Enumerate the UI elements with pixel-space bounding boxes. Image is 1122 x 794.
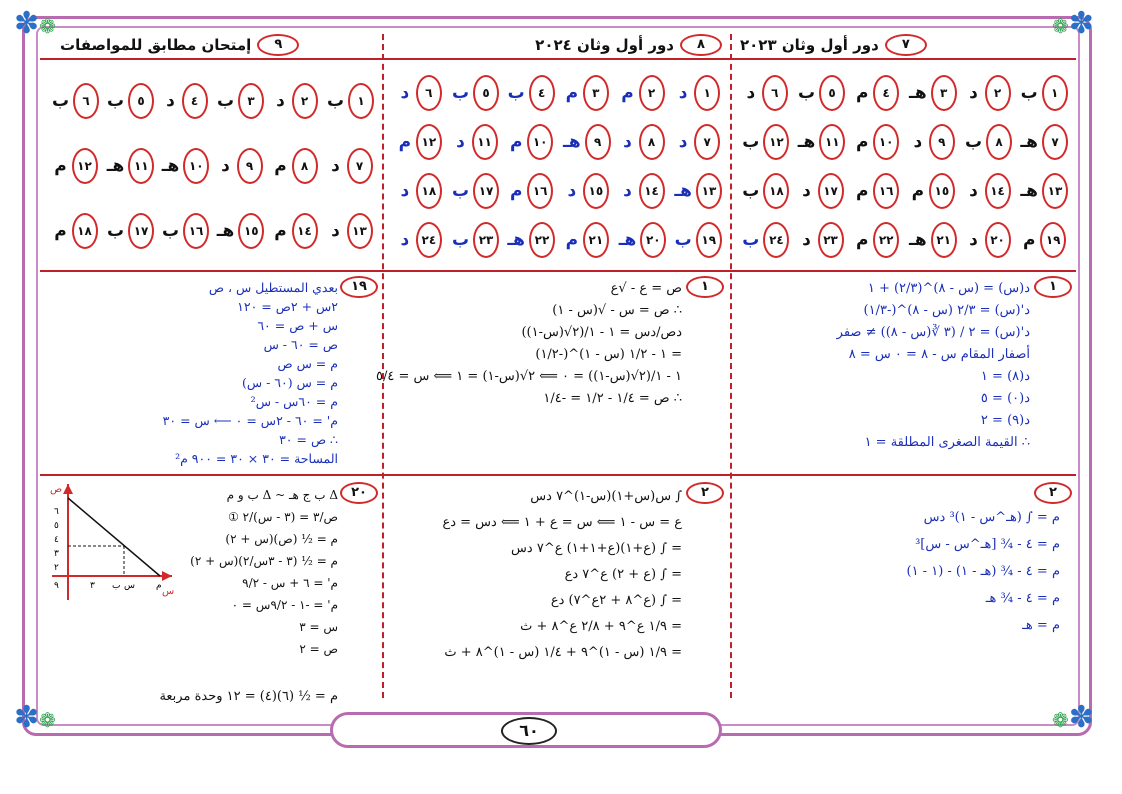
question-number: ١٦ <box>873 173 899 209</box>
answer-item <box>738 75 794 111</box>
solution-line: د'(س) = ٢/٣ (س - ٨)^(-١/٣) <box>863 303 1030 318</box>
answer-item <box>849 173 905 209</box>
answer-choice: د <box>331 155 340 176</box>
answer-grid-col2 <box>392 68 726 264</box>
corner-ornament-icon: ❁✽ <box>1052 700 1094 735</box>
answer-item <box>323 148 378 184</box>
header-title: دور أول وثان ٢٠٢٤ <box>535 36 674 54</box>
question-number: ٥ <box>128 83 154 119</box>
question-number: ٩ <box>237 148 263 184</box>
answer-choice: ب <box>964 131 983 152</box>
question-number: ١١ <box>819 124 845 160</box>
answer-choice: هـ <box>618 229 637 250</box>
solution-line: م = س (٦٠ - س) <box>241 375 338 390</box>
question-number: ١٠ <box>527 124 553 160</box>
answer-item <box>503 222 559 258</box>
answer-item <box>213 148 268 184</box>
answer-choice: د <box>746 82 756 103</box>
question-number: ٢٤ <box>416 222 442 258</box>
solution-line: د'(س) = ٢ / (٣ ∛(س - ٨)) ≠ صفر <box>836 325 1030 340</box>
answer-item <box>448 124 504 160</box>
question-number: ٣ <box>583 75 609 111</box>
question-number: ١٢ <box>416 124 442 160</box>
answer-choice: د <box>802 229 811 250</box>
tick-label: ٥ <box>54 521 59 531</box>
triangle-graph <box>46 478 176 608</box>
solution-line: م = ٦٠س - س² <box>250 394 338 409</box>
solution-line: م = ٤ - ¾ [هـ^س - س]³ <box>915 537 1060 552</box>
answer-item <box>1016 124 1072 160</box>
question-number: ١٥ <box>929 173 955 209</box>
answer-choice: د <box>456 131 465 152</box>
answer-choice: د <box>623 131 632 152</box>
question-number: ١٩ <box>340 276 378 298</box>
question-number: ١٩ <box>1040 222 1066 258</box>
answer-item <box>48 213 103 249</box>
header-divider <box>40 58 1076 60</box>
answer-item <box>961 124 1017 160</box>
answer-choice: م <box>274 155 287 176</box>
answer-choice: م <box>398 131 412 152</box>
answer-item <box>158 83 213 119</box>
corner-ornament-icon: ✽❁ <box>14 6 56 41</box>
tick-label: ٤ <box>54 535 59 545</box>
answer-item <box>794 173 850 209</box>
solution-line: م = س ص <box>277 356 338 371</box>
question-number: ١٧ <box>473 173 499 209</box>
answer-choice: ب <box>106 221 125 242</box>
solution-line: ∴ ص = ٣٠ <box>279 432 338 447</box>
answer-choice: هـ <box>1020 131 1038 152</box>
answer-item <box>448 222 504 258</box>
solution-line: ٢س + ٢ص = ١٢٠ <box>237 299 338 314</box>
answer-choice: د <box>678 131 688 152</box>
answer-item <box>615 124 671 160</box>
x-axis-arrow-icon <box>162 571 172 581</box>
answer-item <box>905 222 961 258</box>
solution-line: ∴ القيمة الصغرى المطلقة = ١ <box>864 435 1030 450</box>
y-axis-arrow-icon <box>63 484 73 494</box>
solution-line: س + ص = ٦٠ <box>257 318 338 333</box>
question-number: ٢١ <box>931 222 957 258</box>
answer-item <box>448 75 504 111</box>
answer-choice: ب <box>326 90 345 111</box>
solution-line: ص/٣ = (٣ - س)/٢ ① <box>228 510 338 524</box>
solution-line: بعدي المستطيل س ، ص <box>208 280 338 295</box>
solution-line: م = ∫ (هـ^س - ١)³ دس <box>923 510 1060 525</box>
tick-label: ب <box>112 581 121 591</box>
question-number: ٢ <box>639 75 665 111</box>
answer-choice: م <box>1022 229 1036 250</box>
answer-choice: ب <box>742 229 760 250</box>
question-number: ١١ <box>128 148 154 184</box>
answer-item <box>738 124 794 160</box>
answer-choice: ب <box>216 90 235 111</box>
question-number: ٢٢ <box>873 222 899 258</box>
question-number: ١ <box>1034 276 1072 298</box>
solution-line: = ∫ (ع+١)(ع+١+١) ع^٧ دس <box>511 541 682 556</box>
solution-line: م = هـ <box>1022 618 1060 633</box>
answer-item <box>213 83 268 119</box>
question-number: ١٨ <box>72 213 98 249</box>
answer-item <box>103 213 158 249</box>
answer-item <box>392 124 448 160</box>
tick-label: ٢ <box>54 563 59 573</box>
question-number: ١٩ <box>696 222 722 258</box>
solution-line: ∫ س(س+١)(س-١)^٧ دس <box>530 489 682 504</box>
question-number: ٥ <box>819 75 845 111</box>
answer-item <box>392 75 448 111</box>
answer-item <box>961 173 1017 209</box>
answer-item <box>961 222 1017 258</box>
answer-item <box>794 75 850 111</box>
answer-item <box>392 222 448 258</box>
answer-grid-col1 <box>738 68 1072 264</box>
question-number: ٢٠ <box>640 222 666 258</box>
solution-middle <box>396 484 682 666</box>
axis-label: س <box>162 586 175 597</box>
answer-item <box>905 124 961 160</box>
solution-line: دص/دس = ١ - ١/(٢√(س-١)) <box>521 325 682 340</box>
solution-line: ص = ع - √ع <box>610 281 682 296</box>
tick-label: ٩ <box>54 581 59 591</box>
question-number: ١٤ <box>985 173 1011 209</box>
answer-choice: د <box>567 180 577 201</box>
answer-choice: م <box>565 82 579 103</box>
question-number: ١٥ <box>583 173 609 209</box>
answer-item <box>559 222 615 258</box>
solution-right <box>740 278 1030 454</box>
answer-item <box>670 124 726 160</box>
solution-line: د(٠) = ٥ <box>980 391 1030 406</box>
solution-right <box>760 504 1060 639</box>
solution-line: ∴ ص = ١/٤ - ١/٢ = -١/٤ <box>543 391 682 406</box>
header-col2 <box>392 32 722 58</box>
answer-item <box>268 148 323 184</box>
question-number: ٦ <box>73 83 99 119</box>
page-number: ٦٠ <box>501 717 557 745</box>
answer-choice: ب <box>161 221 180 242</box>
question-number: ٢ <box>292 83 318 119</box>
question-number: ٩ <box>585 124 611 160</box>
solution-line: = ١/٩ ع^٩ + ٢/٨ ع^٨ + ث <box>520 619 682 634</box>
section-divider <box>40 270 1076 272</box>
solution-line: = ∫ (ع + ٢) ع^٧ دع <box>564 567 682 582</box>
answer-item <box>559 75 615 111</box>
answer-choice: د <box>166 90 175 111</box>
question-number: ١٢ <box>72 148 98 184</box>
question-number: ١ <box>1042 75 1068 111</box>
solution-line: د(س) = (س - ٨)^(٢/٣) + ١ <box>867 281 1030 296</box>
answer-item <box>213 213 268 249</box>
answer-item <box>794 222 850 258</box>
tick-label: ٣ <box>90 581 95 591</box>
answer-item <box>670 75 726 111</box>
answer-choice: م <box>54 155 67 176</box>
solution-area-result: م = ½ (٦)(٤) = ١٢ وحدة مربعة <box>159 689 338 704</box>
answer-item <box>1016 222 1072 258</box>
question-number: ١١ <box>472 124 498 160</box>
tick-label: ٣ <box>54 549 59 559</box>
question-number: ١ <box>348 83 374 119</box>
header-number: ٧ <box>885 34 927 56</box>
answer-choice: د <box>678 82 688 103</box>
answer-item <box>268 83 323 119</box>
solution-line: م' = ٦٠ - ٢س = ٠ ⟵ س = ٣٠ <box>162 413 338 428</box>
question-number: ١٣ <box>696 173 722 209</box>
axis-label: ص <box>50 484 63 495</box>
solution-line: د(٨) = ١ <box>980 369 1030 384</box>
question-number: ١٦ <box>183 213 209 249</box>
question-number: ٦ <box>416 75 442 111</box>
answer-item <box>738 173 794 209</box>
column-divider <box>730 34 732 698</box>
question-number: ٢ <box>1034 482 1072 504</box>
question-number: ٧ <box>347 148 373 184</box>
footer-banner <box>330 712 722 748</box>
question-number: ٥ <box>473 75 499 111</box>
answer-choice: هـ <box>797 131 816 152</box>
answer-item <box>670 173 726 209</box>
question-number: ٢٤ <box>763 222 789 258</box>
solution-line: ع = س - ١ ⟸ س = ع + ١ ⟸ دس = دع <box>442 515 682 530</box>
solution-line: م' = -١ - ٩/٢س = ٠ <box>231 598 338 612</box>
answer-item <box>323 213 378 249</box>
answer-choice: د <box>623 180 632 201</box>
answer-choice: د <box>400 180 410 201</box>
answer-choice: ب <box>451 180 470 201</box>
question-number: ٨ <box>986 124 1012 160</box>
answer-item <box>448 173 504 209</box>
question-number: ٢٣ <box>818 222 844 258</box>
answer-choice: ب <box>674 229 692 250</box>
answer-choice: ب <box>742 180 760 201</box>
answer-item <box>905 173 961 209</box>
answer-item <box>849 124 905 160</box>
answer-item <box>1016 173 1072 209</box>
answer-item <box>905 75 961 111</box>
answer-choice: ب <box>51 90 70 111</box>
solution-line: ١ - ١/(٢√(س-١)) = ٠ ⟸ ٢√(س-١) = ١ ⟸ س = ٥/٤ <box>376 369 682 384</box>
solution-line: س = ٣ <box>299 620 338 634</box>
answer-item <box>392 173 448 209</box>
question-number: ٤ <box>529 75 555 111</box>
answer-choice: د <box>913 131 923 152</box>
answer-choice: د <box>802 180 811 201</box>
answer-choice: ب <box>742 131 760 152</box>
solution-line: = ١ - ١/٢ (س - ١)^(-١/٢) <box>535 347 682 362</box>
solution-line: = ١/٩ (س - ١)^٩ + ١/٤ (س - ١)^٨ + ث <box>444 645 682 660</box>
corner-ornament-icon: ✽❁ <box>14 700 56 735</box>
answer-choice: م <box>54 221 67 242</box>
answer-item <box>559 124 615 160</box>
question-number: ١٦ <box>527 173 553 209</box>
question-number: ٩ <box>929 124 955 160</box>
answer-item <box>323 83 378 119</box>
question-number: ١٤ <box>292 213 318 249</box>
answer-choice: م <box>274 221 287 242</box>
answer-choice: ب <box>797 82 816 103</box>
section-divider <box>40 474 1076 476</box>
answer-item <box>503 173 559 209</box>
answer-item <box>503 124 559 160</box>
answer-choice: هـ <box>216 221 235 242</box>
header-col3 <box>60 32 378 58</box>
question-number: ٢ <box>686 482 724 504</box>
answer-grid-col3 <box>48 68 378 264</box>
answer-item <box>615 222 671 258</box>
solution-line: م = ٤ - ¾ هـ <box>985 591 1060 606</box>
answer-item <box>103 148 158 184</box>
solution-line: Δ ب ج هـ ~ Δ ب و م <box>226 488 338 502</box>
question-number: ١٨ <box>416 173 442 209</box>
answer-choice: م <box>855 229 869 250</box>
corner-ornament-icon: ❁✽ <box>1052 6 1094 41</box>
answer-choice: د <box>969 229 978 250</box>
header-number: ٨ <box>680 34 722 56</box>
question-number: ٣ <box>238 83 264 119</box>
question-number: ٢٢ <box>529 222 555 258</box>
answer-item <box>503 75 559 111</box>
question-number: ١٧ <box>818 173 844 209</box>
question-number: ٢١ <box>583 222 609 258</box>
answer-choice: ب <box>1020 82 1038 103</box>
answer-item <box>670 222 726 258</box>
question-number: ١٣ <box>347 213 373 249</box>
question-number: ٦ <box>762 75 788 111</box>
answer-item <box>158 148 213 184</box>
answer-item <box>794 124 850 160</box>
tick-label: ٦ <box>54 507 59 517</box>
content-area <box>40 30 1078 726</box>
question-number: ٨ <box>639 124 665 160</box>
answer-choice: م <box>855 131 869 152</box>
header-col1 <box>740 32 1070 58</box>
answer-choice: د <box>400 229 410 250</box>
solution-line: أصفار المقام س - ٨ = ٠ س = ٨ <box>848 347 1030 362</box>
answer-choice: د <box>276 90 285 111</box>
answer-choice: م <box>855 82 869 103</box>
solution-line: م = ½ (٣ - ٣س/٢)(س + ٢) <box>190 554 338 568</box>
tick-label: م <box>156 581 162 591</box>
answer-choice: م <box>509 131 523 152</box>
answer-choice: د <box>969 180 978 201</box>
solution-line: = ∫ (ع^٨ + ٢ع^٧) دع <box>550 593 682 608</box>
solution-line: ص = ٢ <box>299 642 338 656</box>
solution-line: ص = ٦٠ - س <box>263 337 338 352</box>
question-number: ١٠ <box>183 148 209 184</box>
answer-item <box>1016 75 1072 111</box>
solution-line: د(٩) = ٢ <box>980 413 1030 428</box>
solution-line: م' = ٦ + س - ٩/٢ <box>242 576 338 590</box>
answer-choice: د <box>221 155 230 176</box>
solution-line: م = ½ (ص)(س + ٢) <box>225 532 338 546</box>
question-number: ٣ <box>931 75 957 111</box>
question-number: ٤ <box>182 83 208 119</box>
answer-choice: هـ <box>1020 180 1038 201</box>
question-number: ٤ <box>873 75 899 111</box>
answer-choice: م <box>565 229 579 250</box>
solution-line: م = ٤ - ¾ (هـ - ١) - (١ - ١) <box>906 564 1060 579</box>
question-number: ١٧ <box>128 213 154 249</box>
header-title: دور أول وثان ٢٠٢٣ <box>740 36 879 54</box>
answer-choice: م <box>911 180 925 201</box>
answer-choice: هـ <box>106 155 125 176</box>
question-number: ١٤ <box>639 173 665 209</box>
answer-item <box>268 213 323 249</box>
answer-choice: هـ <box>507 229 525 250</box>
answer-choice: م <box>509 180 523 201</box>
question-number: ٢٠ <box>340 482 378 504</box>
graph-line <box>68 498 160 576</box>
solution-line: ∴ ص = س - √(س - ١) <box>552 303 682 318</box>
question-number: ٢ <box>985 75 1011 111</box>
question-number: ٧ <box>694 124 720 160</box>
answer-choice: هـ <box>674 180 692 201</box>
answer-choice: م <box>621 82 634 103</box>
answer-item <box>48 83 103 119</box>
header-number: ٩ <box>257 34 299 56</box>
answer-choice: د <box>400 82 410 103</box>
answer-choice: ب <box>451 229 470 250</box>
answer-choice: ب <box>106 90 125 111</box>
question-number: ٢٣ <box>473 222 499 258</box>
question-number: ٧ <box>1042 124 1068 160</box>
answer-item <box>559 173 615 209</box>
question-number: ١٣ <box>1042 173 1068 209</box>
answer-choice: هـ <box>909 82 927 103</box>
answer-choice: د <box>331 221 340 242</box>
question-number: ١٠ <box>873 124 899 160</box>
question-number: ٢٠ <box>985 222 1011 258</box>
answer-choice: هـ <box>161 155 180 176</box>
answer-choice: ب <box>451 82 470 103</box>
header-title: إمتحان مطابق للمواصفات <box>60 36 252 54</box>
answer-choice: هـ <box>563 131 581 152</box>
answer-choice: م <box>855 180 869 201</box>
solution-middle <box>376 278 682 410</box>
answer-item <box>48 148 103 184</box>
solution-line: المساحة = ٣٠ × ٣٠ = ٩٠٠ م² <box>175 451 338 466</box>
answer-item <box>738 222 794 258</box>
question-number: ١٨ <box>763 173 789 209</box>
answer-item <box>158 213 213 249</box>
question-number: ١٢ <box>763 124 789 160</box>
answer-item <box>615 75 671 111</box>
question-number: ١ <box>694 75 720 111</box>
answer-item <box>849 75 905 111</box>
answer-choice: د <box>969 82 978 103</box>
answer-item <box>103 83 158 119</box>
answer-item <box>961 75 1017 111</box>
solution-left <box>48 278 338 468</box>
tick-label: س <box>124 581 135 591</box>
answer-item <box>615 173 671 209</box>
question-number: ٨ <box>292 148 318 184</box>
question-number: ١٥ <box>238 213 264 249</box>
question-number: ١ <box>686 276 724 298</box>
answer-choice: هـ <box>909 229 927 250</box>
answer-choice: ب <box>507 82 525 103</box>
answer-item <box>849 222 905 258</box>
